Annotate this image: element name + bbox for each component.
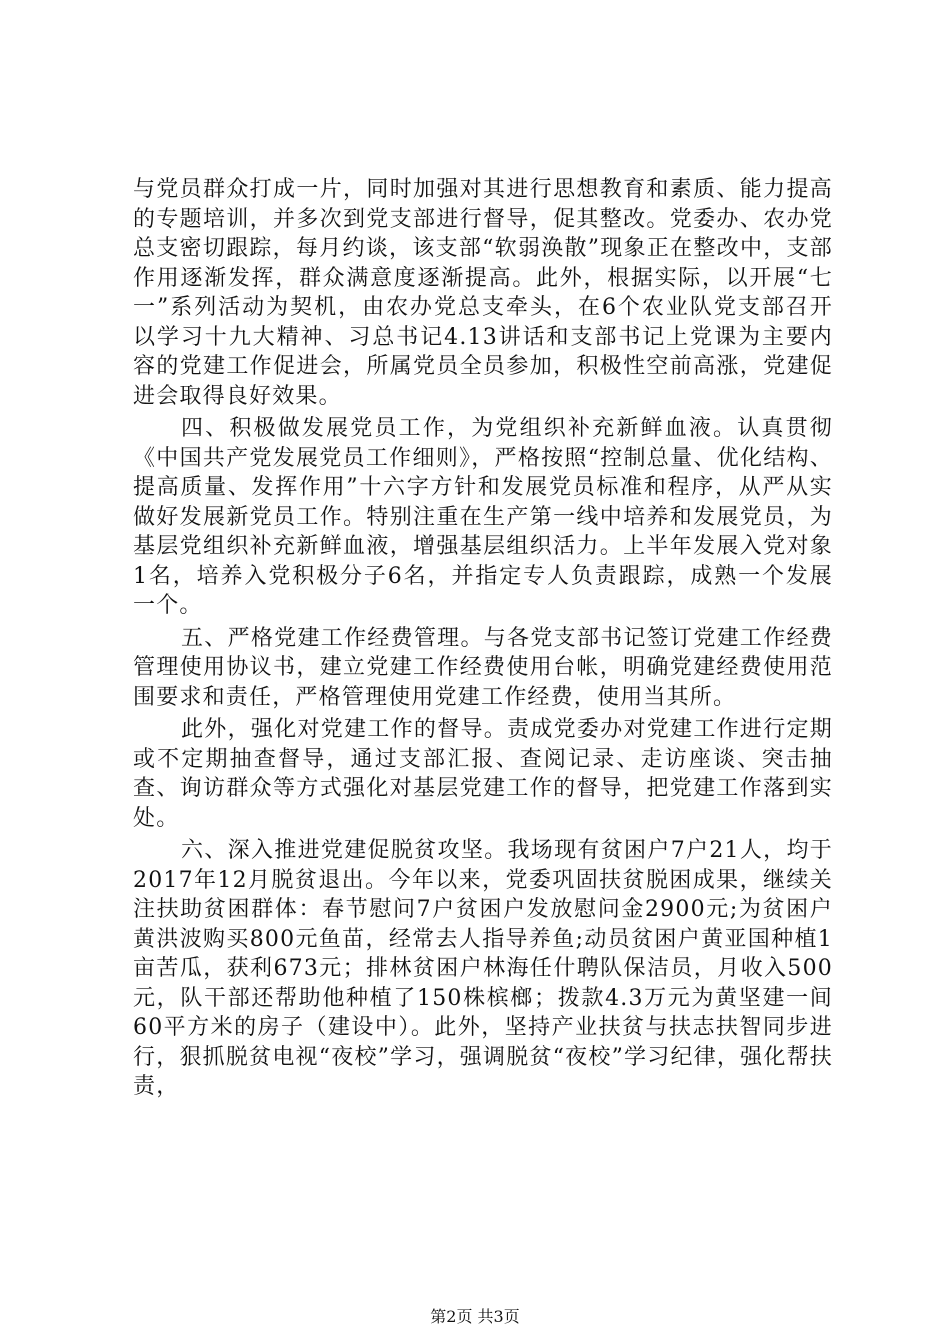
paragraph-supervision: 此外，强化对党建工作的督导。责成党委办对党建工作进行定期或不定期抽查督导，通过支部汇报、查阅记录、走访座谈、突击抽查、询访群众等方式强化对基层党建工作的督导，把党建工作落到实处。 <box>133 717 833 831</box>
paragraph-section-four: 四、积极做发展党员工作，为党组织补充新鲜血液。认真贯彻《中国共产党发展党员工作细则》，严格按照“控制总量、优化结构、提高质量、发挥作用”十六字方针和发展党员标准和程序，从严从实做好发展新党员工作。特别注重在生产第一线中培养和发展党员，为基层党组织补充新鲜血液，增强基层组织活力。上半年发展入党对象1名，培养入党积极分子6名，并指定专人负责跟踪，成熟一个发展一个。 <box>133 416 833 618</box>
paragraph-section-six: 六、深入推进党建促脱贫攻坚。我场现有贫困户7户21人，均于2017年12月脱贫退出。今年以来，党委巩固扶贫脱困成果，继续关注扶助贫困群体：春节慰问7户贫困户发放慰问金2900元;为贫困户黄洪波购买800元鱼苗，经常去人指导养鱼;动员贫困户黄亚国种植1亩苦瓜，获利673元；排林贫困户林海任什聘队保洁员，月收入500元，队干部还帮助他种植了150株槟榔；拨款4.3万元为黄坚建一间60平方米的房子（建设中）。此外，坚持产业扶贫与扶志扶智同步进行，狠抓脱贫电视“夜校”学习，强调脱贫“夜校”学习纪律，强化帮扶责， <box>133 838 833 1099</box>
paragraph-continuation: 与党员群众打成一片，同时加强对其进行思想教育和素质、能力提高的专题培训，并多次到党支部进行督导，促其整改。党委办、农办党总支密切跟踪，每月约谈，该支部“软弱涣散”现象正在整改中，支部作用逐渐发挥，群众满意度逐渐提高。此外，根据实际，以开展“七一”系列活动为契机，由农办党总支牵头，在6个农业队党支部召开以学习十九大精神、习总书记4.13讲话和支部书记上党课为主要内容的党建工作促进会，所属党员全员参加，积极性空前高涨，党建促进会取得良好效果。 <box>133 177 833 409</box>
paragraph-section-five: 五、严格党建工作经费管理。与各党支部书记签订党建工作经费管理使用协议书，建立党建工作经费使用台帐，明确党建经费使用范围要求和责任，严格管理使用党建工作经费，使用当其所。 <box>133 625 833 710</box>
page-number-footer: 第2页 共3页 <box>430 1307 520 1326</box>
document-body <box>133 175 833 1105</box>
